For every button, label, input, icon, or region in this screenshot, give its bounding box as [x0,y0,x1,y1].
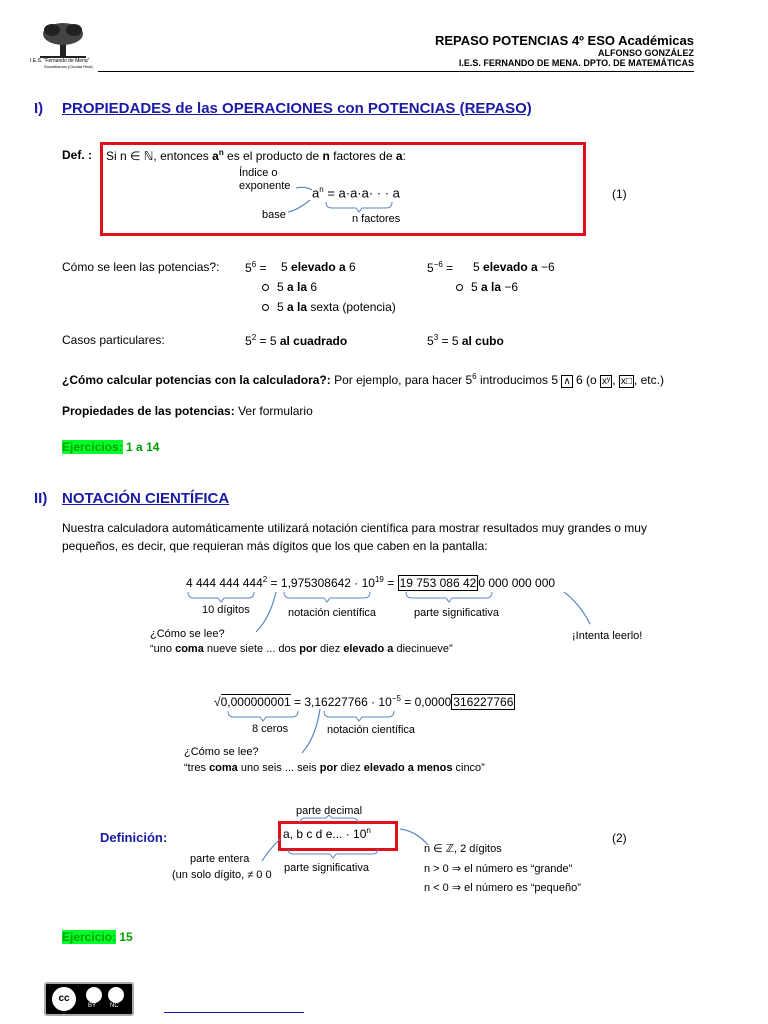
read-left-2: 5 a la 6 [262,280,317,294]
read-left-1: 5 elevado a 6 [281,260,356,274]
ex2-ceros-label: 8 ceros [252,723,289,735]
five-pow-six: $5^6$ = [245,260,267,275]
n-in-z: n ∈ ℤ, 2 dígitos [424,843,502,855]
indice-label: Índice o [239,167,278,179]
ex1-parte-label: parte significativa [414,607,499,619]
def-text: Si n ∈ ℕ, entonces $a^n$ es el producto de n factores de a: [106,148,406,163]
section-1-title: PROPIEDADES de las OPERACIONES con POTENCIAS (REPASO) [62,100,532,117]
nc-icon [108,987,124,1003]
eq-number-2: (2) [612,831,627,845]
n-positive: n > 0 ⇒ el número es “grande” [424,863,573,875]
example-1-formula: 4 444 444 $444^2 = 1,975308642 \cdot 10^{19} = 19$ 753 086 42 0 000 000 000 [186,575,556,590]
ex1-notacion-label: notación científica [288,607,377,619]
example-2-formula: $√0,000000001 = 3,16227766 \cdot 10^{-5} = 0,0000$ 316227766 [214,694,514,709]
ex2-read: “tres coma uno seis ... seis por diez elevado a menos cinco” [184,762,485,774]
intro-line-1: Nuestra calculadora automáticamente utilizará notación científica para mostrar resultados muy grandes o muy [62,521,647,535]
parte-entera-label: parte entera [190,853,250,865]
tree-logo-icon [32,20,94,60]
by-label: BY [88,1003,97,1009]
parte-decimal-label: parte decimal [296,805,363,817]
ex1-como-label: ¿Cómo se lee? [150,628,225,640]
ejercicio-15: Ejercicio: 15 [62,930,133,944]
section-2-title: NOTACIÓN CIENTÍFICA [62,490,230,507]
ex1-intenta-label: ¡Intenta leerlo! [572,630,643,642]
page-title: REPASO POTENCIAS 4º ESO Académicas [434,33,694,48]
section-1-number: I) [34,100,44,117]
cubo-text: $5^3 = 5$ al cubo [427,333,504,348]
cc-license-badge[interactable] [44,982,134,1016]
read-right-1: 5 elevado a −6 [473,260,555,274]
sci-definition-formula: a, b c d e... · $10^n$ [283,826,371,841]
casos-label: Casos particulares: [62,333,165,347]
calc-line: ¿Cómo calcular potencias con la calculadora?: Por ejemplo, para hacer $5^6$ introducimos 5 ∧ 6 (o xʸ , x□ , etc.) [62,372,664,387]
parte-significativa-label: parte significativa [284,862,369,874]
nc-label: NC [110,1003,119,1009]
definition-annotations [260,815,440,865]
by-icon [86,987,102,1003]
school-subcaption: Socuéllamos (Ciudad Real) [44,64,93,69]
ex1-read: “uno coma nueve siete ... dos por diez elevado a diecinueve” [150,643,453,655]
eq-number-1: (1) [612,187,627,201]
un-solo-digito: (un solo dígito, ≠ 0 0 [172,869,272,881]
exponente-label: exponente [239,180,291,192]
school-caption: I.E.S. "Fernando de Mena" [30,58,90,64]
header-rule [98,71,694,72]
n-negative: n < 0 ⇒ el número es “pequeño” [424,882,581,894]
cc-icon: cc [52,987,76,1011]
power-formula: $a^n = a\cdot a\cdot a\cdot$ · · a [312,185,400,201]
ejercicios-1: Ejercicios: 1 a 14 [62,440,160,454]
como-leen-label: Cómo se leen las potencias?: [62,260,220,274]
base-label: base [262,209,286,221]
five-pow-minus-six: $5^{-6}$ = [427,260,454,275]
read-left-3: 5 a la sexta (potencia) [262,300,396,314]
def-label: Def. : [62,148,92,162]
intro-line-2: pequeños, es decir, que requieran más dígitos que los que caben en la pantalla: [62,539,488,553]
section-2-number: II) [34,490,48,507]
ex1-digits-label: 10 dígitos [202,604,250,616]
n-factores-label: n factores [352,213,401,225]
example-1-annotations [180,588,600,648]
props-line: Propiedades de las potencias: Ver formulario [62,404,313,418]
cuadrado-text: $5^2 = 5$ al cuadrado [245,333,348,348]
footer-link-underline[interactable] [164,1012,304,1013]
author: ALFONSO GONZÁLEZ [598,48,694,58]
definicion-label: Definición: [100,830,168,845]
ex2-como-label: ¿Cómo se lee? [184,746,259,758]
ex2-notacion-label: notación científica [327,724,416,736]
department: I.E.S. FERNANDO DE MENA. DPTO. DE MATEMÁTICAS [458,58,694,68]
read-right-2: 5 a la −6 [456,280,518,294]
